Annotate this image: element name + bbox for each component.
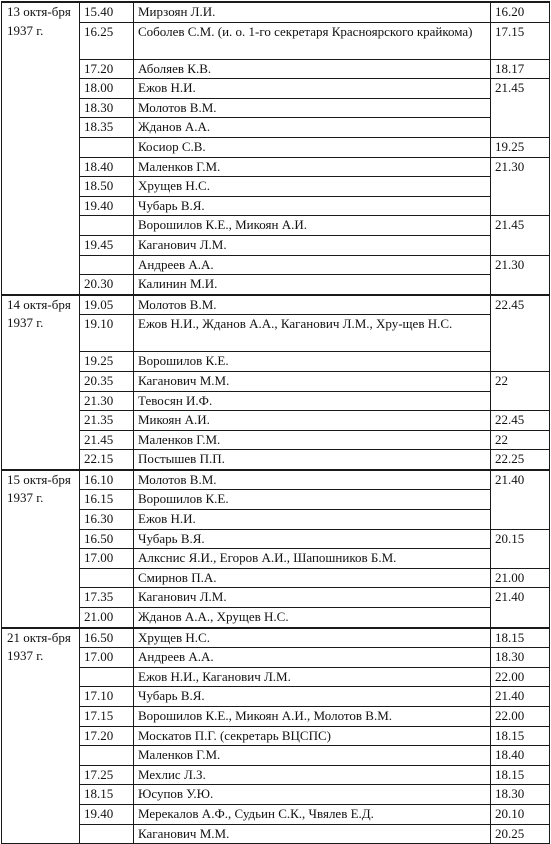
visitor-names: Чубарь В.Я. <box>134 196 491 216</box>
table-row <box>2 371 550 391</box>
entry-time <box>80 667 134 687</box>
exit-time: 18.30 <box>491 648 550 668</box>
entry-time <box>80 746 134 766</box>
visit-date: 14 октя-бря 1937 г. <box>2 295 80 470</box>
visitor-names: Каганович Л.М. <box>134 588 491 608</box>
table-row <box>2 2 550 22</box>
visitor-names: Ежов Н.И., Жданов А.А., Каганович Л.М., Хру-щев Н.С. <box>134 315 491 352</box>
entry-time <box>80 255 134 275</box>
table-row <box>2 785 550 805</box>
entry-time: 17.10 <box>80 687 134 707</box>
visitor-names: Андреев А.А. <box>134 255 491 275</box>
table-row <box>2 235 550 255</box>
entry-time: 17.20 <box>80 59 134 79</box>
visit-date: 13 октя-бря 1937 г. <box>2 2 80 295</box>
visitor-names: Хрущев Н.С. <box>134 177 491 197</box>
entry-time: 19.45 <box>80 235 134 255</box>
visitor-names: Жданов А.А., Хрущев Н.С. <box>134 608 491 628</box>
table-row <box>2 707 550 727</box>
entry-time: 20.35 <box>80 371 134 391</box>
visitor-names: Каганович Л.М. <box>134 235 491 255</box>
table-row <box>2 295 550 315</box>
visitor-names: Ежов Н.И., Каганович Л.М. <box>134 667 491 687</box>
exit-time: 22.45 <box>491 411 550 431</box>
entry-time: 16.50 <box>80 529 134 549</box>
visitor-names: Мерекалов А.Ф., Судьин С.К., Чвялев Е.Д. <box>134 804 491 824</box>
entry-time: 19.10 <box>80 315 134 352</box>
table-row <box>2 216 550 236</box>
exit-time: 21.00 <box>491 568 550 588</box>
entry-time: 15.40 <box>80 2 134 22</box>
visitor-names: Каганович М.М. <box>134 824 491 844</box>
exit-time: 18.17 <box>491 59 550 79</box>
visitor-names: Тевосян И.Ф. <box>134 391 491 411</box>
entry-time: 16.15 <box>80 490 134 510</box>
exit-time: 22.00 <box>491 667 550 687</box>
table-row <box>2 177 550 197</box>
entry-time: 17.35 <box>80 588 134 608</box>
table-row <box>2 470 550 490</box>
entry-time: 18.30 <box>80 98 134 118</box>
entry-time <box>80 137 134 157</box>
exit-time: 22 <box>491 371 550 410</box>
entry-time: 18.15 <box>80 785 134 805</box>
table-row <box>2 608 550 628</box>
entry-time: 17.00 <box>80 648 134 668</box>
visitor-names: Жданов А.А. <box>134 118 491 138</box>
visitor-names: Маленков Г.М. <box>134 157 491 177</box>
entry-time: 21.00 <box>80 608 134 628</box>
visitor-names: Чубарь В.Я. <box>134 687 491 707</box>
entry-time: 21.35 <box>80 411 134 431</box>
visitor-names: Алкснис Я.И., Егоров А.И., Шапошников Б.М. <box>134 549 491 569</box>
exit-time: 22.25 <box>491 450 550 470</box>
entry-time: 16.50 <box>80 628 134 648</box>
exit-time: 21.45 <box>491 79 550 138</box>
exit-time: 21.45 <box>491 216 550 255</box>
table-row <box>2 411 550 431</box>
table-row <box>2 490 550 510</box>
entry-time: 19.40 <box>80 804 134 824</box>
exit-time: 18.15 <box>491 726 550 746</box>
visitor-names: Маленков Г.М. <box>134 430 491 450</box>
entry-time: 21.45 <box>80 430 134 450</box>
visitor-names: Косиор С.В. <box>134 137 491 157</box>
visitor-names: Мирзоян Л.И. <box>134 2 491 22</box>
visitor-names: Молотов В.М. <box>134 98 491 118</box>
exit-time: 22 <box>491 430 550 450</box>
entry-time: 17.15 <box>80 707 134 727</box>
table-row <box>2 22 550 59</box>
visitor-names: Юсупов У.Ю. <box>134 785 491 805</box>
visitor-names: Ворошилов К.Е., Микоян А.И., Молотов В.М. <box>134 707 491 727</box>
table-row <box>2 765 550 785</box>
visit-date: 15 октя-бря 1937 г. <box>2 470 80 628</box>
entry-time: 17.25 <box>80 765 134 785</box>
visit-log-table <box>1 1 550 844</box>
table-row <box>2 391 550 411</box>
entry-time: 19.25 <box>80 352 134 372</box>
visitor-names: Постышев П.П. <box>134 450 491 470</box>
exit-time: 18.15 <box>491 765 550 785</box>
visitor-names: Ворошилов К.Е. <box>134 352 491 372</box>
table-row <box>2 255 550 275</box>
exit-time: 20.10 <box>491 804 550 824</box>
table-row <box>2 568 550 588</box>
entry-time: 17.00 <box>80 549 134 569</box>
table-row <box>2 588 550 608</box>
visitor-names: Молотов В.М. <box>134 295 491 315</box>
table-row <box>2 79 550 99</box>
visitor-names: Молотов В.М. <box>134 470 491 490</box>
exit-time: 19.25 <box>491 137 550 157</box>
table-row <box>2 628 550 648</box>
table-row <box>2 98 550 118</box>
entry-time: 21.30 <box>80 391 134 411</box>
table-row <box>2 667 550 687</box>
entry-time: 16.30 <box>80 510 134 530</box>
entry-time: 19.40 <box>80 196 134 216</box>
entry-time <box>80 216 134 236</box>
table-row <box>2 804 550 824</box>
entry-time: 18.40 <box>80 157 134 177</box>
exit-time: 21.30 <box>491 157 550 216</box>
exit-time: 21.40 <box>491 470 550 529</box>
exit-time: 22.00 <box>491 707 550 727</box>
exit-time: 18.30 <box>491 785 550 805</box>
table-row <box>2 118 550 138</box>
visit-log-body <box>2 2 550 844</box>
visitor-names: Микоян А.И. <box>134 411 491 431</box>
entry-time: 22.15 <box>80 450 134 470</box>
visitor-names: Ежов Н.И. <box>134 79 491 99</box>
exit-time: 18.40 <box>491 746 550 766</box>
visitor-names: Ворошилов К.Е., Микоян А.И. <box>134 216 491 236</box>
entry-time <box>80 568 134 588</box>
table-row <box>2 157 550 177</box>
table-row <box>2 315 550 352</box>
table-row <box>2 352 550 372</box>
table-row <box>2 824 550 844</box>
exit-time: 16.20 <box>491 2 550 22</box>
visit-date: 21 октя-бря 1937 г. <box>2 628 80 844</box>
entry-time <box>80 824 134 844</box>
table-row <box>2 648 550 668</box>
table-row <box>2 450 550 470</box>
table-row <box>2 275 550 295</box>
table-row <box>2 746 550 766</box>
table-row <box>2 196 550 216</box>
entry-time: 20.30 <box>80 275 134 295</box>
table-row <box>2 137 550 157</box>
exit-time: 18.15 <box>491 628 550 648</box>
table-row <box>2 549 550 569</box>
entry-time: 16.25 <box>80 22 134 59</box>
visitor-names: Маленков Г.М. <box>134 746 491 766</box>
entry-time: 18.35 <box>80 118 134 138</box>
entry-time: 16.10 <box>80 470 134 490</box>
visitor-names: Мехлис Л.З. <box>134 765 491 785</box>
visitor-names: Аболяев К.В. <box>134 59 491 79</box>
visitor-names: Москатов П.Г. (секретарь ВЦСПС) <box>134 726 491 746</box>
visitor-names: Ежов Н.И. <box>134 510 491 530</box>
table-row <box>2 529 550 549</box>
entry-time: 18.50 <box>80 177 134 197</box>
entry-time: 17.20 <box>80 726 134 746</box>
table-row <box>2 510 550 530</box>
visitor-names: Каганович М.М. <box>134 371 491 391</box>
visitor-names: Хрущев Н.С. <box>134 628 491 648</box>
entry-time: 18.00 <box>80 79 134 99</box>
entry-time: 19.05 <box>80 295 134 315</box>
exit-time: 20.15 <box>491 529 550 568</box>
visitor-names: Смирнов П.А. <box>134 568 491 588</box>
table-row <box>2 59 550 79</box>
visitor-names: Андреев А.А. <box>134 648 491 668</box>
visitor-names: Соболев С.М. (и. о. 1-го секретаря Красноярского крайкома) <box>134 22 491 59</box>
table-row <box>2 687 550 707</box>
exit-time: 21.40 <box>491 588 550 628</box>
exit-time: 17.15 <box>491 22 550 59</box>
table-row <box>2 430 550 450</box>
exit-time: 21.30 <box>491 255 550 295</box>
exit-time: 22.45 <box>491 295 550 372</box>
exit-time: 21.40 <box>491 687 550 707</box>
exit-time: 20.25 <box>491 824 550 844</box>
visitor-names: Ворошилов К.Е. <box>134 490 491 510</box>
table-row <box>2 726 550 746</box>
visitor-names: Калинин М.И. <box>134 275 491 295</box>
visitor-names: Чубарь В.Я. <box>134 529 491 549</box>
